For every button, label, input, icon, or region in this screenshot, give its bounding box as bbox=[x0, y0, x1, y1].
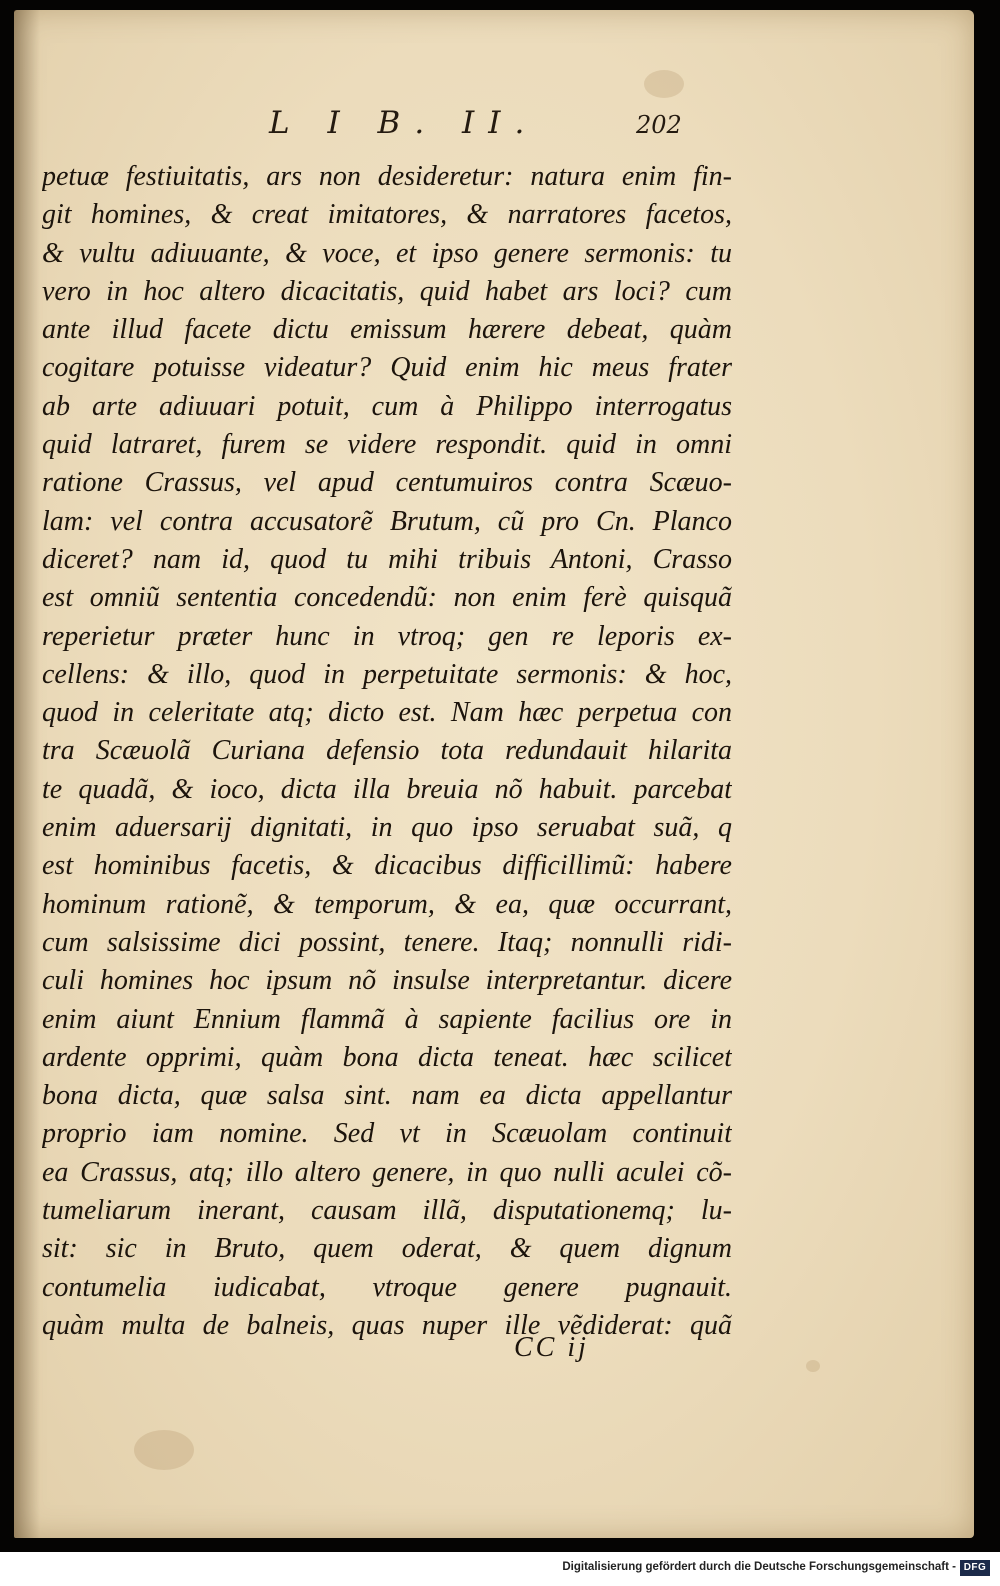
text-line: ea Crassus, atq; illo altero genere, in quo nulli aculei cõ- bbox=[42, 1156, 732, 1188]
foxing-spot bbox=[644, 70, 684, 98]
footer-bar bbox=[0, 1552, 1000, 1586]
page-number: 202 bbox=[636, 111, 682, 139]
signature-mark: CC ij bbox=[514, 1332, 589, 1363]
text-line: quod in celeritate atq; dicto est. Nam hæc perpetua con bbox=[42, 697, 732, 729]
text-line: reperietur præter hunc in vtroq; gen re leporis ex- bbox=[42, 620, 732, 652]
text-line: cellens: & illo, quod in perpetuitate sermonis: & hoc, bbox=[42, 658, 732, 690]
text-line: culi homines hoc ipsum nõ insulse interpretantur. dicere bbox=[42, 965, 732, 997]
body-text bbox=[42, 158, 732, 1345]
text-line: est hominibus facetis, & dicacibus difficillimũ: habere bbox=[42, 850, 732, 882]
text-line: est omniũ sententia concedendũ: non enim ferè quisquã bbox=[42, 582, 732, 614]
text-line: enim aiunt Ennium flammã à sapiente facilius ore in bbox=[42, 1003, 732, 1035]
text-line: enim aduersarij dignitati, in quo ipso seruabat suã, q bbox=[42, 812, 732, 844]
text-line: & vultu adiuuante, & voce, et ipso genere sermonis: tu bbox=[42, 237, 732, 269]
text-line: proprio iam nomine. Sed vt in Scæuolam continuit bbox=[42, 1118, 732, 1150]
text-line: ardente opprimi, quàm bona dicta teneat. hæc scilicet bbox=[42, 1041, 732, 1073]
text-line: tumeliarum inerant, causam illã, disputationemq; lu- bbox=[42, 1195, 732, 1227]
foxing-spot bbox=[134, 1430, 194, 1470]
running-head: L I B. II. bbox=[269, 105, 539, 141]
text-line: quàm multa de balneis, quas nuper ille vẽdiderat: quã bbox=[42, 1309, 732, 1341]
text-line: ante illud facete dictu emissum hærere debeat, quàm bbox=[42, 314, 732, 346]
text-line: quid latraret, furem se videre respondit. quid in omni bbox=[42, 429, 732, 461]
text-line: bona dicta, quæ salsa sint. nam ea dicta appellantur bbox=[42, 1080, 732, 1112]
text-line: lam: vel contra accusatorẽ Brutum, cũ pro Cn. Planco bbox=[42, 505, 732, 537]
gutter-shadow bbox=[14, 10, 40, 1538]
text-line: ab arte adiuuari potuit, cum à Philippo interrogatus bbox=[42, 390, 732, 422]
text-line: cogitare potuisse videatur? Quid enim hic meus frater bbox=[42, 352, 732, 384]
text-line: sit: sic in Bruto, quem oderat, & quem dignum bbox=[42, 1233, 732, 1265]
text-line: git homines, & creat imitatores, & narratores facetos, bbox=[42, 199, 732, 231]
text-line: vero in hoc altero dicacitatis, quid habet ars loci? cum bbox=[42, 275, 732, 307]
foxing-spot bbox=[806, 1360, 820, 1372]
text-line: contumelia iudicabat, vtroque genere pugnauit. bbox=[42, 1271, 732, 1303]
book-page bbox=[14, 10, 974, 1538]
text-line: te quadã, & ioco, dicta illa breuia nõ habuit. parcebat bbox=[42, 773, 732, 805]
text-line: cum salsissime dici possint, tenere. Itaq; nonnulli ridi- bbox=[42, 926, 732, 958]
text-line: petuæ festiuitatis, ars non desideretur: natura enim fin- bbox=[42, 161, 732, 192]
text-line: hominum rationẽ, & temporum, & ea, quæ occurrant, bbox=[42, 888, 732, 920]
footer-credit: Digitalisierung gefördert durch die Deutsche Forschungsgemeinschaft - bbox=[562, 1561, 956, 1573]
text-line: tra Scæuolã Curiana defensio tota redundauit hilarita bbox=[42, 735, 732, 767]
text-line: diceret? nam id, quod tu mihi tribuis Antoni, Crasso bbox=[42, 543, 732, 575]
page-header bbox=[44, 105, 704, 155]
dfg-logo: DFG bbox=[960, 1560, 990, 1576]
text-line: ratione Crassus, vel apud centumuiros contra Scæuo- bbox=[42, 467, 732, 499]
